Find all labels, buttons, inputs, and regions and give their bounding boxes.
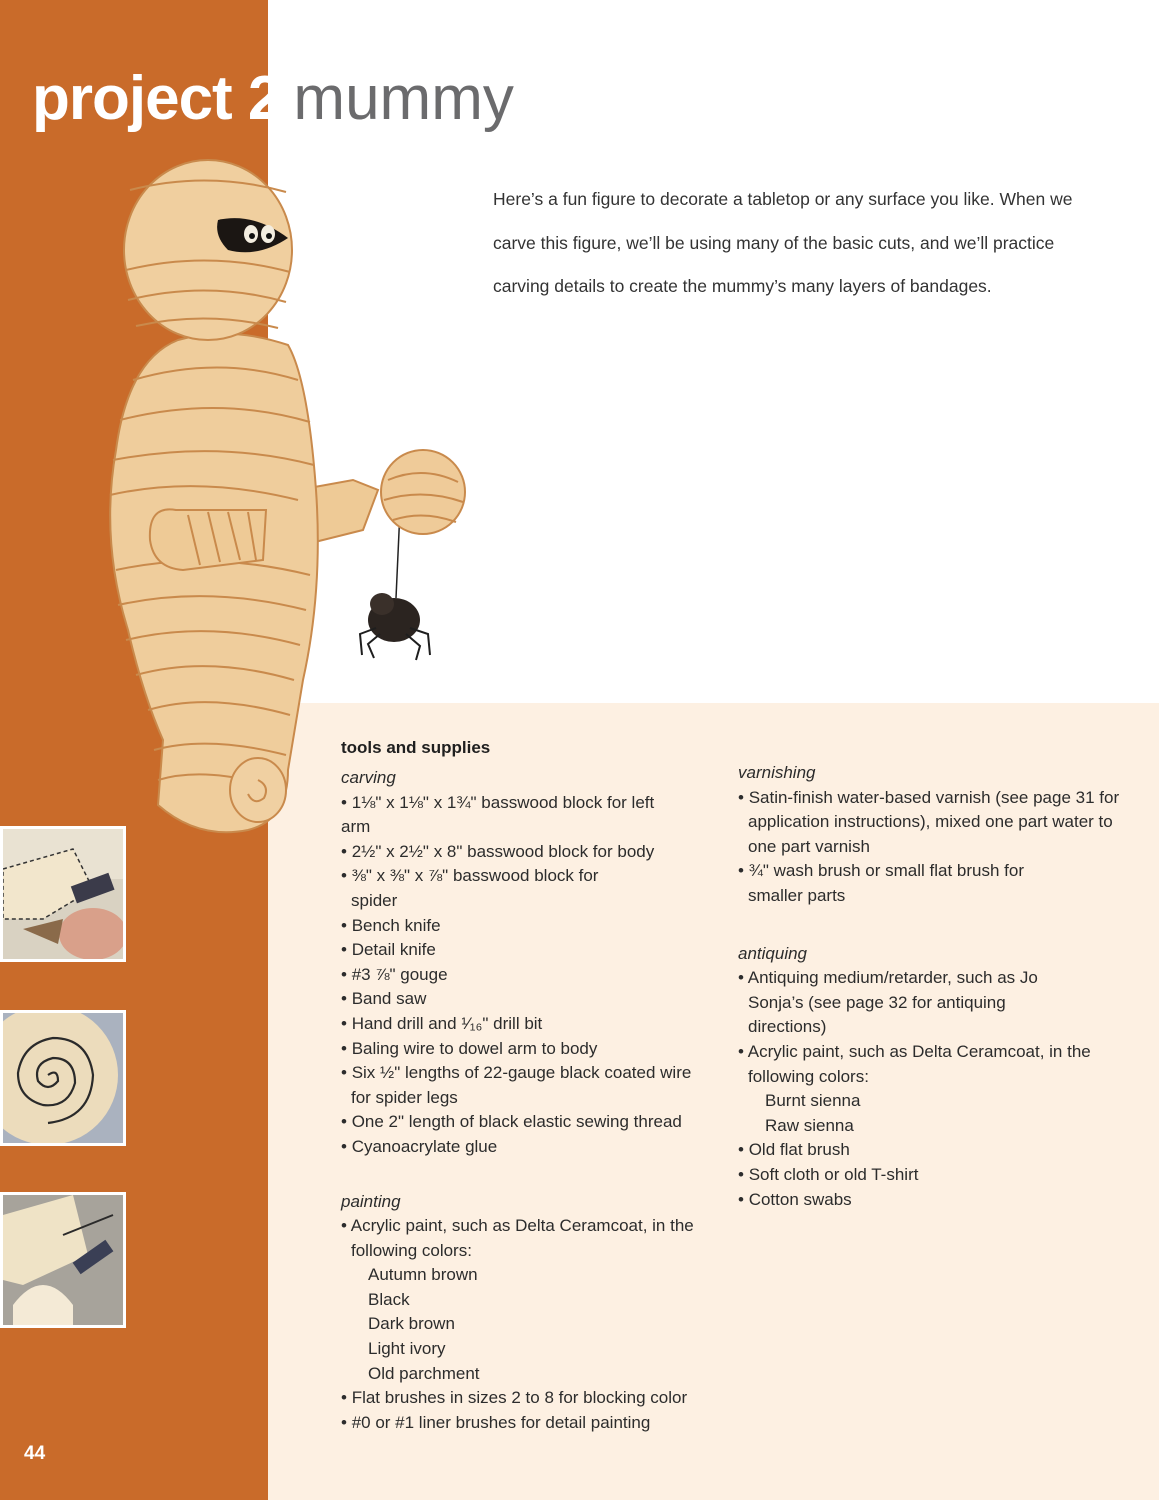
page-number: 44 — [24, 1443, 46, 1464]
color-item: Burnt sienna — [765, 1091, 861, 1111]
painting-subheading: painting — [341, 1191, 401, 1211]
step-photo-carving-hands — [0, 826, 126, 962]
list-item: • Satin-finish water-based varnish (see page 31 for application instructions), mixed one part water to one part varnish — [738, 786, 1120, 860]
list-item: • Detail knife — [341, 938, 726, 963]
project-name: mummy — [293, 64, 514, 133]
carving-list — [341, 791, 726, 1160]
list-item: • ⅜" x ⅜" x ⅞" basswood block for spider — [341, 864, 621, 913]
painting-list — [341, 1214, 726, 1435]
antiquing-subheading: antiquing — [738, 943, 808, 963]
list-item: • 2½" x 2½" x 8" basswood block for body — [341, 840, 726, 865]
color-item: Light ivory — [368, 1339, 446, 1359]
list-item: • Old flat brush — [738, 1138, 1118, 1163]
step-photo-head-spiral — [0, 1010, 126, 1146]
list-item: • Band saw — [341, 987, 726, 1012]
list-item: • One 2" length of black elastic sewing thread — [341, 1110, 726, 1135]
list-item: • ¾" wash brush or small flat brush for smaller parts — [738, 859, 1083, 908]
intro-paragraph: Here’s a fun figure to decorate a tabletop or any surface you like. When we carve this figure, we’ll be using many of the basic cuts, and we’ll practice carving details to create the mummy’s many layers of bandages. — [493, 189, 1073, 296]
spider-image — [360, 593, 430, 660]
project-label: project 2 — [32, 64, 282, 133]
list-item: • #0 or #1 liner brushes for detail painting — [341, 1411, 726, 1436]
antiquing-list — [738, 966, 1118, 1212]
color-item: Autumn brown — [368, 1265, 478, 1285]
page-title — [32, 64, 514, 133]
color-item: Old parchment — [368, 1363, 480, 1383]
step-photo-detail-carving — [0, 1192, 126, 1328]
list-item: • Flat brushes in sizes 2 to 8 for blocking color — [341, 1386, 726, 1411]
list-item: • Acrylic paint, such as Delta Ceramcoat, in the following colors: — [341, 1214, 726, 1263]
carving-subheading: carving — [341, 768, 396, 787]
list-item: • Hand drill and ¹⁄₁₆" drill bit — [341, 1012, 726, 1037]
color-item: Raw sienna — [765, 1115, 854, 1135]
list-item: • Antiquing medium/retarder, such as Jo Sonja’s (see page 32 for antiquing directions) — [738, 966, 1083, 1040]
list-item: • 1⅛" x 1⅛" x 1¾" basswood block for left arm — [341, 791, 661, 840]
supplies-right-column — [738, 761, 1118, 1212]
supplies-left-column — [341, 736, 726, 1435]
color-item: Dark brown — [368, 1314, 455, 1334]
list-item: • #3 ⅞" gouge — [341, 963, 726, 988]
list-item: • Soft cloth or old T-shirt — [738, 1163, 1118, 1188]
supplies-heading: tools and supplies — [341, 738, 491, 757]
list-item: • Bench knife — [341, 914, 726, 939]
list-item: • Six ½" lengths of 22-gauge black coated wire for spider legs — [341, 1061, 711, 1110]
list-item: • Baling wire to dowel arm to body — [341, 1037, 726, 1062]
color-item: Black — [368, 1289, 410, 1309]
list-item: • Acrylic paint, such as Delta Ceramcoat, in the following colors: — [738, 1040, 1123, 1089]
varnishing-subheading: varnishing — [738, 763, 816, 782]
list-item: • Cotton swabs — [738, 1188, 1118, 1213]
list-item: • Cyanoacrylate glue — [341, 1135, 726, 1160]
varnishing-list — [738, 786, 1118, 909]
